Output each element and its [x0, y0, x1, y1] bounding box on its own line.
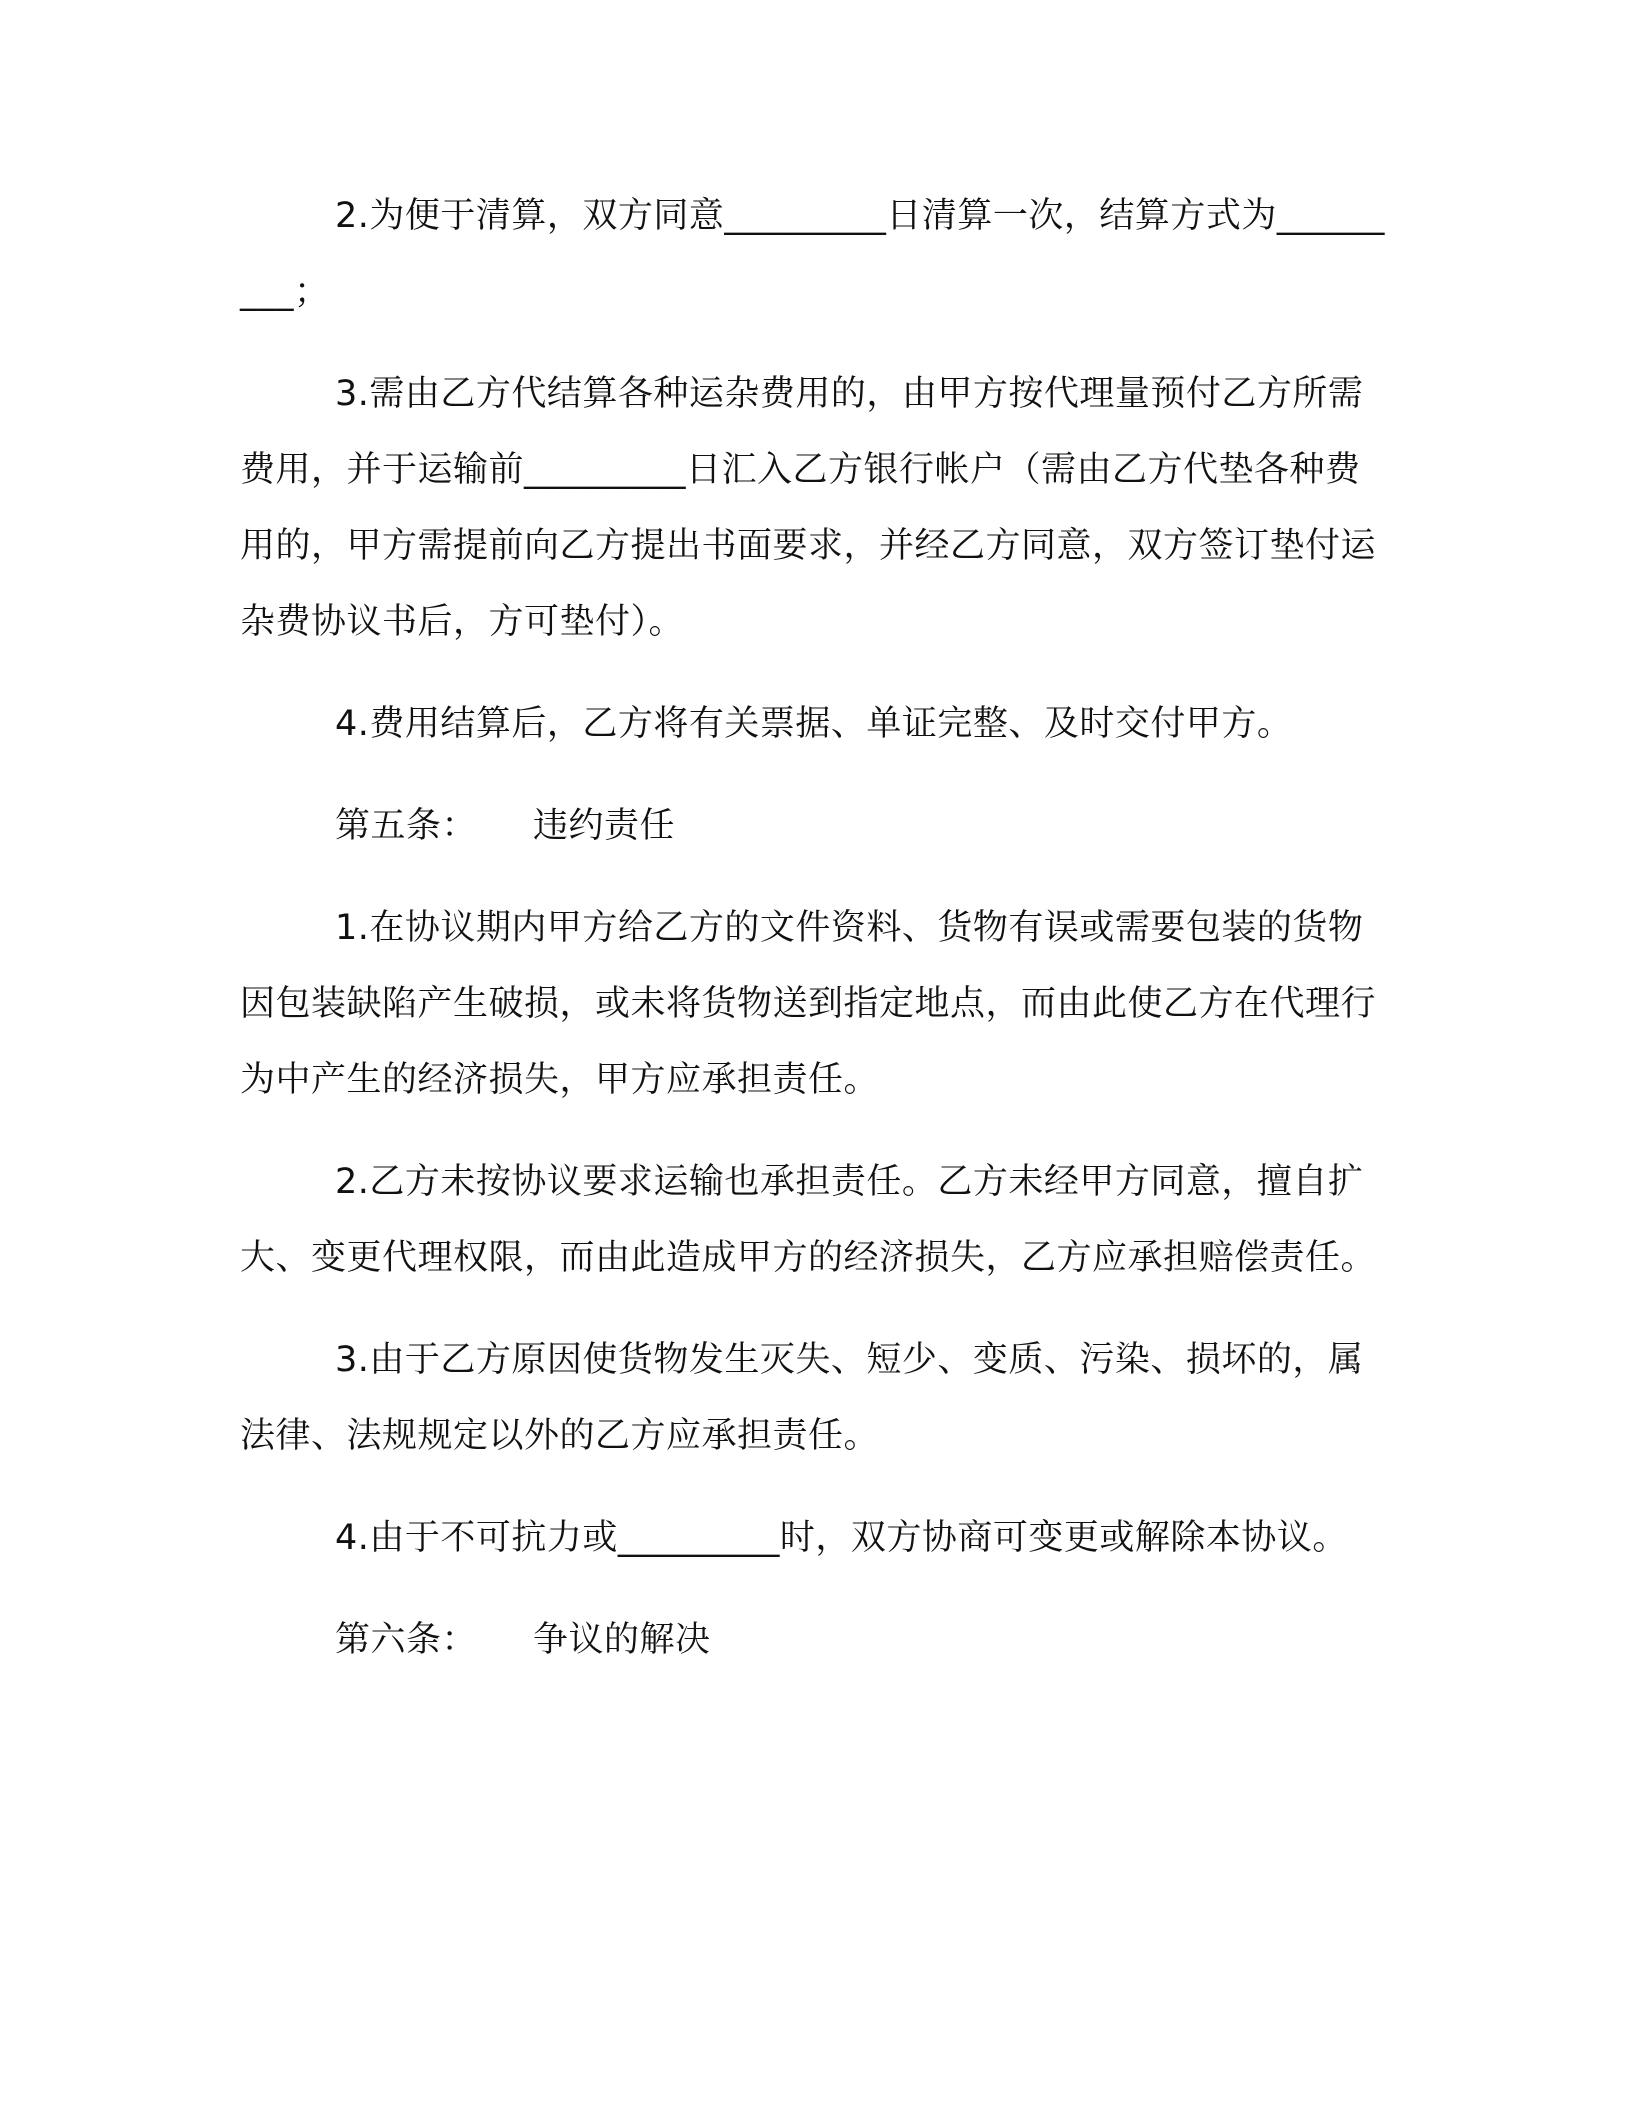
article-6-title: 争议的解决 — [533, 1620, 711, 1660]
article-6-heading — [240, 1602, 1390, 1678]
article-5-item-4: 4.由于不可抗力或_________时，双方协商可变更或解除本协议。 — [335, 1518, 1348, 1558]
paragraph-prepayment: 3.需由乙方代结算各种运杂费用的，由甲方按代理量预付乙方所需费用，并于运输前_________日汇入乙方银行帐户（需由乙方代垫各种费用的，甲方需提前向乙方提出书面要求，并经乙方同意，双方签订垫付运杂费协议书后，方可垫付）。 — [240, 374, 1377, 642]
article-6-label: 第六条： — [335, 1620, 478, 1660]
article-5-label: 第五条： — [335, 806, 478, 846]
document-body — [240, 178, 1390, 1704]
paragraph-settlement-cycle: 2.为便于清算，双方同意_________日清算一次，结算方式为_________； — [240, 196, 1385, 312]
article-5-item-1: 1.在协议期内甲方给乙方的文件资料、货物有误或需要包装的货物因包装缺陷产生破损，或未将货物送到指定地点，而由此使乙方在代理行为中产生的经济损失，甲方应承担责任。 — [240, 908, 1377, 1100]
article-5-heading — [240, 788, 1390, 864]
paragraph-documents-delivery: 4.费用结算后，乙方将有关票据、单证完整、及时交付甲方。 — [335, 704, 1293, 744]
article-5-title: 违约责任 — [533, 806, 676, 846]
article-5-item-3: 3.由于乙方原因使货物发生灭失、短少、变质、污染、损坏的，属法律、法规规定以外的乙方应承担责任。 — [240, 1340, 1364, 1456]
article-5-item-2: 2.乙方未按协议要求运输也承担责任。乙方未经甲方同意，擅自扩大、变更代理权限，而由此造成甲方的经济损失，乙方应承担赔偿责任。 — [240, 1162, 1377, 1278]
